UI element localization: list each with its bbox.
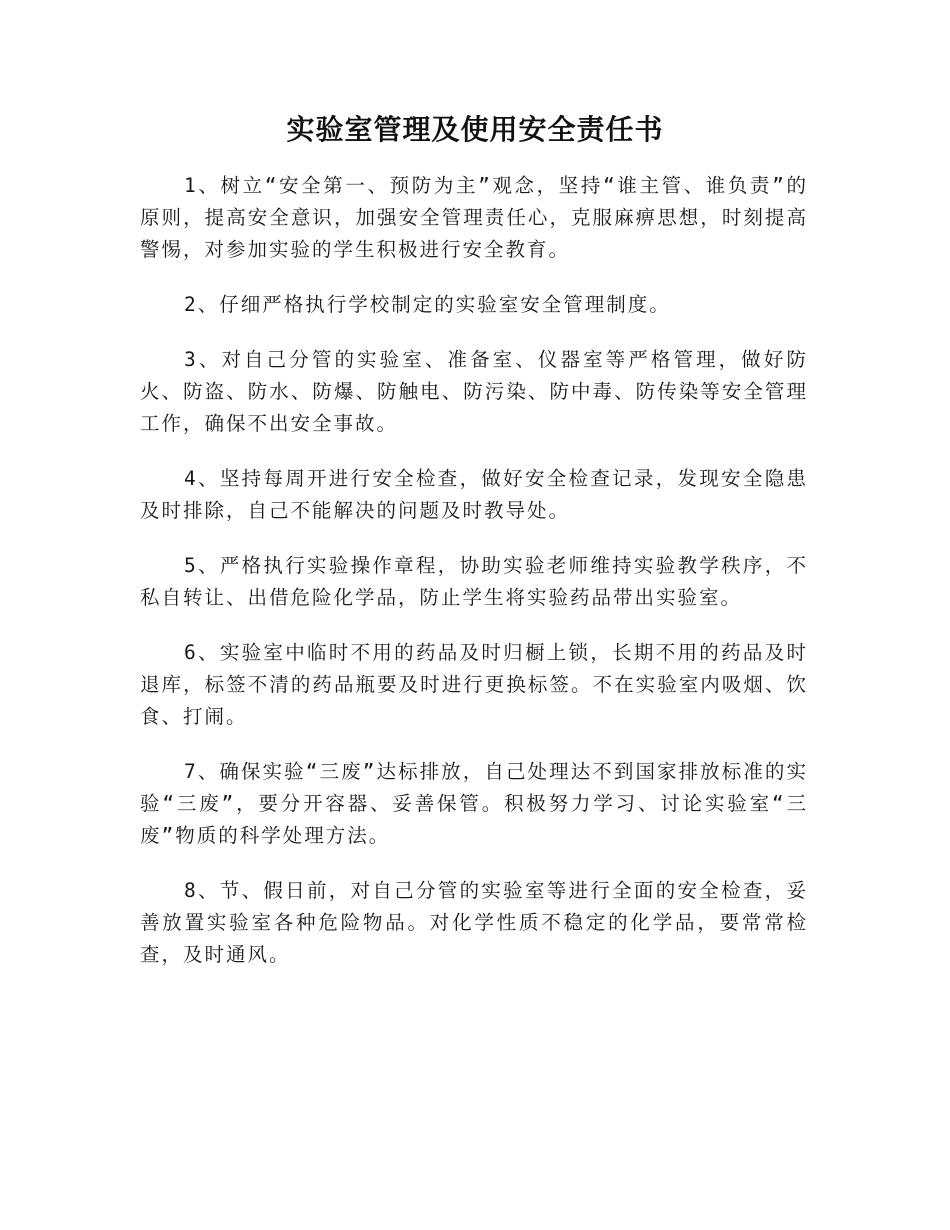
paragraph-1: 1、树立“安全第一、预防为主”观念，坚持“谁主管、谁负责”的原则，提高安全意识，加强安全管理责任心，克服麻痹思想，时刻提高警惕，对参加实验的学生积极进行安全教育。: [140, 174, 808, 261]
paragraph-8: 8、节、假日前，对自己分管的实验室等进行全面的安全检查，妥善放置实验室各种危险物品。对化学性质不稳定的化学品，要常常检查，及时通风。: [140, 879, 808, 966]
paragraph-7: 7、确保实验“三废”达标排放，自己处理达不到国家排放标准的实验“三废”，要分开容器、妥善保管。积极努力学习、讨论实验室“三废”物质的科学处理方法。: [140, 760, 808, 847]
paragraph-6: 6、实验室中临时不用的药品及时归橱上锁，长期不用的药品及时退库，标签不清的药品瓶要及时进行更换标签。不在实验室内吸烟、饮食、打闹。: [140, 641, 808, 728]
paragraph-2: 2、仔细严格执行学校制定的实验室安全管理制度。: [184, 293, 671, 316]
document-body: [140, 170, 808, 994]
document-title: 实验室管理及使用安全责任书: [286, 113, 664, 146]
paragraph-5: 5、严格执行实验操作章程，协助实验老师维持实验教学秩序，不私自转让、出借危险化学品，防止学生将实验药品带出实验室。: [140, 554, 808, 609]
paragraph-3: 3、对自己分管的实验室、准备室、仪器室等严格管理，做好防火、防盗、防水、防爆、防触电、防污染、防中毒、防传染等安全管理工作，确保不出安全事故。: [140, 348, 808, 435]
paragraph-4: 4、坚持每周开进行安全检查，做好安全检查记录，发现安全隐患及时排除，自己不能解决的问题及时教导处。: [140, 467, 808, 522]
